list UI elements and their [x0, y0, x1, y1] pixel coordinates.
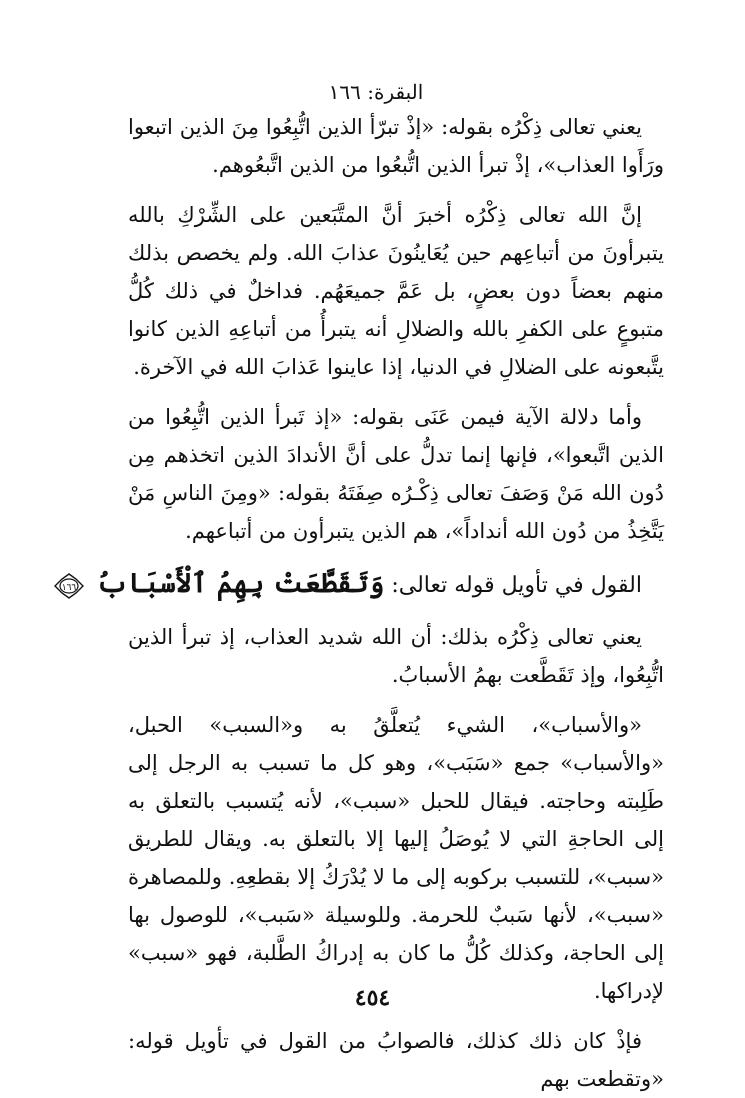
paragraph-gap [128, 184, 664, 196]
paragraph-1: يعني تعالى ذِكْرُه بقوله: «إذْ تبرّأ الذين اتُّبِعُوا مِنَ الذين اتبعوا ورَأَوا العذاب»، إذْ تبرأ الذين اتُّبعُوا من الذين اتَّبعُوهم. [128, 115, 664, 177]
section-heading [61, 564, 664, 606]
text-block [61, 78, 664, 1098]
paragraph-6: فإذْ كان ذلك كذلك، فالصوابُ من القول في تأويل قوله: «وتقطعت بهم [128, 1029, 664, 1091]
ayah-number: ١٦٦ [61, 583, 76, 593]
paragraph-gap [128, 1010, 664, 1022]
paragraph-gap [128, 386, 664, 398]
running-head: البقرة: ١٦٦ [328, 80, 424, 104]
paragraph-2: إنَّ الله تعالى ذِكْرُه أخبرَ أنَّ المتَّبَعين على الشِّرْكِ بالله يتبرأونَ من أتباعِهم حين يُعَاينُونَ عذابَ الله. ولم يخصص بذلك منهم بعضاً دون بعضٍ، بل عَمَّ جميعَهُم. فداخلٌ في ذلك كُلُّ متبوعٍ على الكفرِ بالله والضلالِ أنه يتبرأُ من أتباعِهِ الذين كانوا يتَّبعونه على الضلالِ في الدنيا، إذا عاينوا عَذابَ الله في الآخرة. [128, 203, 664, 379]
page-number: ٤٥٤ [354, 985, 391, 1011]
paragraph-3: وأما دلالة الآية فيمن عَنَى بقوله: «إذ تَبرأ الذين اتُّبِعُوا من الذين اتَّبعوا»، فإنها إنما تدلُّ على أنَّ الأندادَ الذين اتخذهم مِن دُون الله مَنْ وَصَفَ تعالى ذِكْـرُه صِفَتَهُ بقوله: «ومِنَ الناسِ مَنْ يَتَّخِذُ من دُون الله أنداداً»، هم الذين يتبرأون من أتباعهم. [128, 405, 664, 543]
ayah-end-marker-icon [54, 573, 84, 599]
heading-prefix: القول في تأويل قوله تعالى: [391, 573, 642, 598]
paragraph-4: يعني تعالى ذِكْرُه بذلك: أن الله شديد العذاب، إذ تبرأ الذين اتُّبِعُوا، وإذ تَقَطَّعت بهمُ الأسبابُ. [128, 625, 664, 687]
paragraph-gap [128, 694, 664, 706]
quran-verse: وَتَقَطَّعَتْ بِهِمُ ٱلْأَسْبَابُ [96, 568, 385, 599]
paragraph-5: «والأسباب»، الشيء يُتعلَّقُ به و«السبب» الحبل، «والأسباب» جمع «سَبَب»، وهو كل ما تسبب به الرجل إلى طَلِبته وحاجته. فيقال للحبل «سبب»، لأنه يُتسبب بالتعلق به إلى الحاجةِ التي لا يُوصَلُ إليها إلا بالتعلق به. ويقال للطريق «سبب»، للتسبب بركوبه إلى ما لا يُدْرَكُ إلا بقطعِهِ. وللمصاهرة «سبب»، لأنها سَببٌ للحرمة. وللوسيلة «سَبب»، للوصول بها إلى الحاجة، وكذلك كُلُّ ما كان به إدراكُ الطَّلبة، فهو «سبب» لإدراكها. [128, 713, 664, 1003]
